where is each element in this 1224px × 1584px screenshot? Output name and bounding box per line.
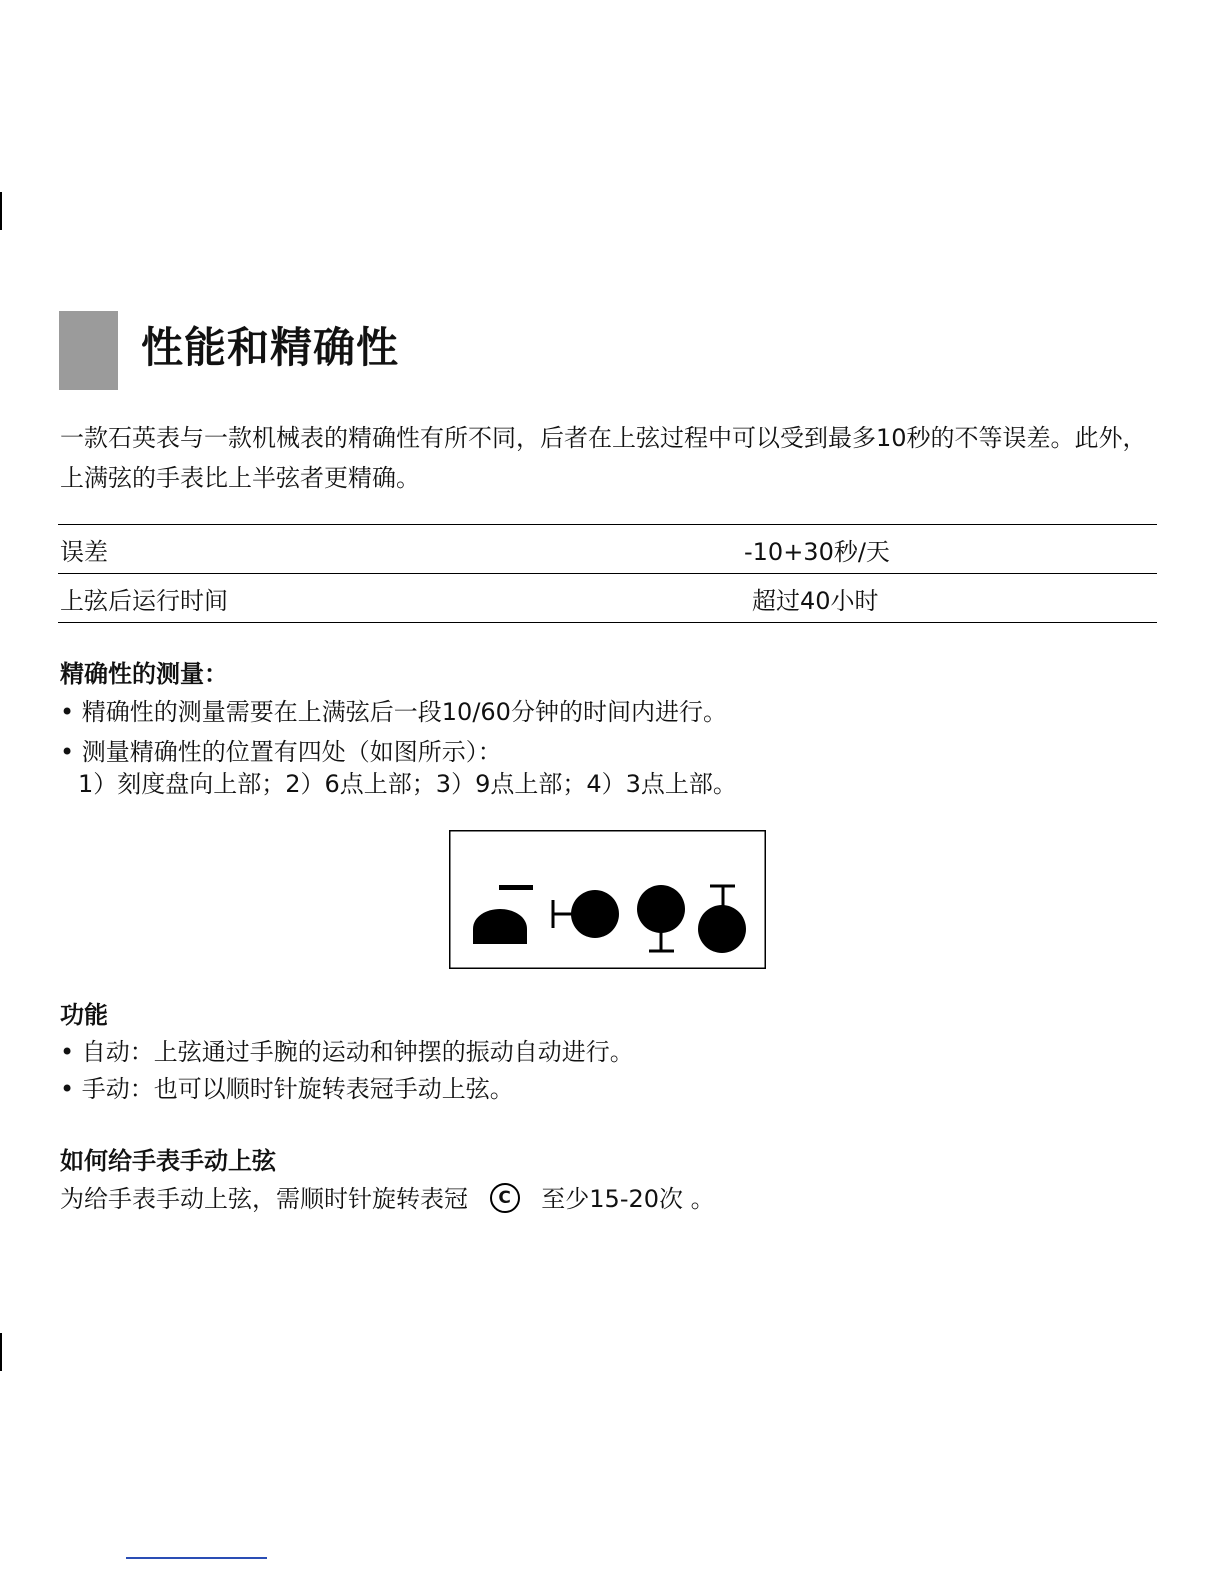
watch-positions-diagram bbox=[449, 830, 766, 969]
function-title: 功能 bbox=[60, 1001, 108, 1029]
winding-title: 如何给手表手动上弦 bbox=[60, 1147, 276, 1175]
spec-value: 超过40小时 bbox=[752, 586, 879, 615]
measurement-bullet-1: • 精确性的测量需要在上满弦后一段10/60分钟的时间内进行。 bbox=[60, 698, 727, 726]
spec-label: 上弦后运行时间 bbox=[60, 586, 228, 615]
crown-up-watch-icon bbox=[698, 886, 746, 953]
page-title: 性能和精确性 bbox=[141, 323, 400, 372]
crown-down-watch-icon bbox=[637, 885, 685, 951]
spec-label: 误差 bbox=[60, 537, 108, 566]
spec-value: -10+30秒/天 bbox=[744, 537, 890, 566]
crown-c-icon: C bbox=[490, 1183, 520, 1213]
bottom-link-underline bbox=[126, 1557, 267, 1559]
measurement-title: 精确性的测量： bbox=[60, 660, 228, 688]
function-manual: • 手动：也可以顺时针旋转表冠手动上弦。 bbox=[60, 1075, 514, 1103]
spec-row-runtime bbox=[58, 574, 1157, 623]
function-auto: • 自动：上弦通过手腕的运动和钟摆的振动自动进行。 bbox=[60, 1038, 634, 1066]
dial-up-icon bbox=[473, 885, 533, 944]
crown-left-watch-icon bbox=[553, 890, 619, 938]
heading-gray-block bbox=[59, 311, 118, 390]
margin-mark-top bbox=[0, 192, 2, 230]
spec-row-error bbox=[58, 525, 1157, 574]
margin-mark-bottom bbox=[0, 1333, 2, 1371]
winding-text-before: 为给手表手动上弦，需顺时针旋转表冠 bbox=[60, 1185, 468, 1213]
spec-table bbox=[58, 524, 1157, 623]
winding-text-after: 至少15-20次 。 bbox=[541, 1185, 715, 1213]
measurement-positions: 1）刻度盘向上部；2）6点上部；3）9点上部；4）3点上部。 bbox=[78, 770, 737, 798]
winding-instruction bbox=[60, 1181, 715, 1217]
measurement-bullet-2: • 测量精确性的位置有四处（如图所示）： bbox=[60, 738, 502, 766]
intro-paragraph: 一款石英表与一款机械表的精确性有所不同，后者在上弦过程中可以受到最多10秒的不等误差。此外，上满弦的手表比上半弦者更精确。 bbox=[60, 424, 1147, 492]
